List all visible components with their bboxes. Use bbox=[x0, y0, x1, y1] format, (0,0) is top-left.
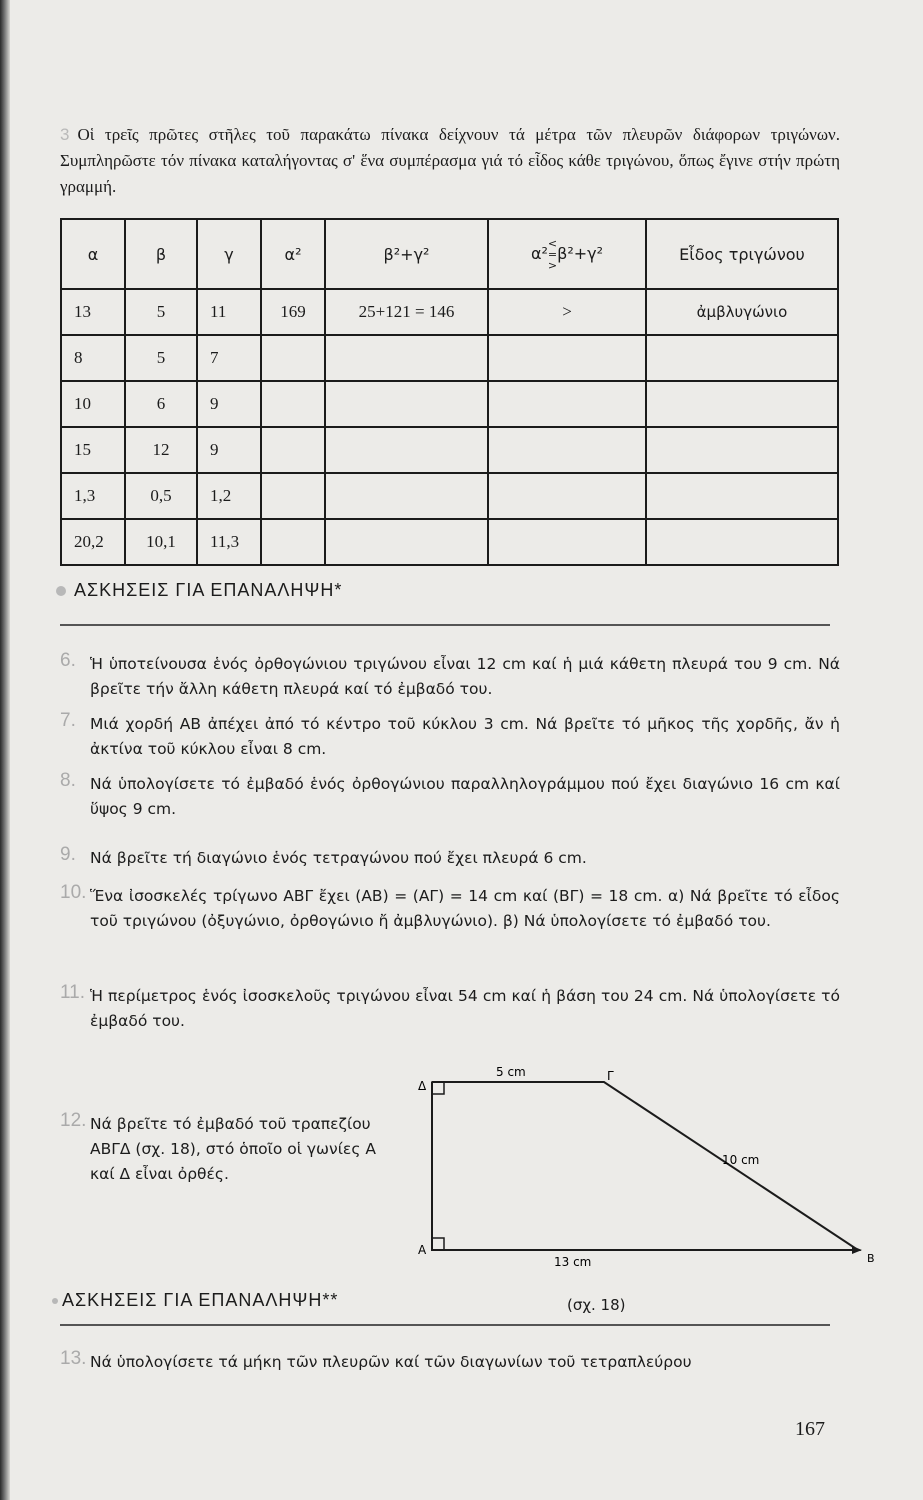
exercise-number: 3 bbox=[60, 125, 70, 144]
exercise-text: Ἡ ὑποτείνουσα ἑνός ὀρθογώνιου τριγώνου εἶναι 12 cm καί ἡ μιά κάθετη πλευρά του 9 cm. Νά βρεῖτε τήν ἄλλη κάθετη πλευρά καί τό ἐμβαδό του. bbox=[90, 655, 840, 698]
table-row bbox=[61, 427, 838, 473]
header-a: α bbox=[61, 219, 125, 289]
table-row bbox=[61, 519, 838, 565]
cell-kind bbox=[646, 427, 838, 473]
table-row bbox=[61, 381, 838, 427]
exercise-number: 9. bbox=[60, 844, 76, 865]
label-a: Α bbox=[418, 1243, 427, 1257]
cell-compare bbox=[488, 519, 646, 565]
cell-sum bbox=[325, 381, 488, 427]
exercise-text: Νά βρεῖτε τό ἐμβαδό τοῦ τραπεζίου ΑΒΓΔ (σχ. 18), στό ὁποῖο οἱ γωνίες Α καί Δ εἶναι ὀρθές. bbox=[90, 1115, 376, 1183]
exercise-text: Μιά χορδή ΑΒ ἀπέχει ἀπό τό κέντρο τοῦ κύκλου 3 cm. Νά βρεῖτε τό μῆκος τῆς χορδῆς, ἄν ἡ ἀκτίνα τοῦ κύκλου εἶναι 8 cm. bbox=[90, 715, 840, 758]
table-row bbox=[61, 473, 838, 519]
right-angle-a-icon bbox=[432, 1238, 444, 1250]
page-binding-edge bbox=[0, 0, 10, 1500]
header-compare-left: α² bbox=[530, 243, 548, 263]
section-title-review-1 bbox=[56, 580, 342, 601]
exercise-11 bbox=[60, 984, 840, 1034]
vertex-b-arrow-icon bbox=[852, 1246, 862, 1254]
header-compare bbox=[488, 219, 646, 289]
cell-a: 10 bbox=[61, 381, 125, 427]
exercise-13 bbox=[60, 1350, 840, 1375]
exercise-number: 8. bbox=[60, 770, 76, 791]
cell-c: 11,3 bbox=[197, 519, 261, 565]
exercise-6 bbox=[60, 652, 840, 702]
exercise-7 bbox=[60, 712, 840, 762]
cell-compare bbox=[488, 335, 646, 381]
exercise-9 bbox=[60, 846, 840, 871]
cell-a2 bbox=[261, 473, 325, 519]
exercise-number: 7. bbox=[60, 710, 76, 731]
label-slant-length: 10 cm bbox=[722, 1153, 760, 1167]
cell-b: 5 bbox=[125, 335, 197, 381]
label-bottom-length: 13 cm bbox=[554, 1255, 592, 1269]
cell-sum bbox=[325, 519, 488, 565]
table-header-row bbox=[61, 219, 838, 289]
cell-a: 20,2 bbox=[61, 519, 125, 565]
right-angle-d-icon bbox=[432, 1082, 444, 1094]
table-row bbox=[61, 289, 838, 335]
cell-kind bbox=[646, 381, 838, 427]
cell-c: 11 bbox=[197, 289, 261, 335]
cell-compare bbox=[488, 427, 646, 473]
cell-kind: ἀμβλυγώνιο bbox=[646, 289, 838, 335]
header-a2: α² bbox=[261, 219, 325, 289]
cell-kind bbox=[646, 473, 838, 519]
section-title-text: ΑΣΚΗΣΕΙΣ ΓΙΑ ΕΠΑΝΑΛΗΨΗ** bbox=[62, 1290, 339, 1310]
header-sum: β²+γ² bbox=[325, 219, 488, 289]
cell-b: 12 bbox=[125, 427, 197, 473]
exercise-12 bbox=[60, 1112, 405, 1187]
cell-compare: > bbox=[488, 289, 646, 335]
cell-compare bbox=[488, 381, 646, 427]
trapezoid-figure bbox=[400, 1060, 900, 1275]
exercise-number: 12. bbox=[60, 1110, 87, 1131]
label-d: Δ bbox=[418, 1079, 427, 1093]
cell-a: 13 bbox=[61, 289, 125, 335]
cell-kind bbox=[646, 519, 838, 565]
figure-caption: (σχ. 18) bbox=[567, 1296, 626, 1314]
exercise-8 bbox=[60, 772, 840, 822]
exercise-number: 13. bbox=[60, 1348, 87, 1369]
trapezoid-outline bbox=[432, 1082, 858, 1250]
exercise-text: Νά βρεῖτε τή διαγώνιο ἑνός τετραγώνου πού ἔχει πλευρά 6 cm. bbox=[90, 849, 587, 867]
cell-b: 0,5 bbox=[125, 473, 197, 519]
compare-symbols bbox=[548, 238, 557, 271]
section-title-review-2 bbox=[52, 1290, 338, 1311]
table-row bbox=[61, 335, 838, 381]
intro-text: Οἱ τρεῖς πρῶτες στῆλες τοῦ παρακάτω πίνακα δείχνουν τά μέτρα τῶν πλευρῶν διάφορων τριγώνων. Συμπληρῶστε τόν πίνακα καταλήγοντας σ' ἕνα συμπέρασμα γιά τό εἶδος κάθε τριγώνου, ὅπως ἔγινε στήν πρώτη γραμμή. bbox=[60, 125, 840, 196]
header-c: γ bbox=[197, 219, 261, 289]
label-top-length: 5 cm bbox=[496, 1065, 526, 1079]
page-number: 167 bbox=[795, 1418, 825, 1440]
bullet-icon bbox=[52, 1298, 58, 1304]
cell-c: 7 bbox=[197, 335, 261, 381]
cell-b: 5 bbox=[125, 289, 197, 335]
cell-c: 9 bbox=[197, 427, 261, 473]
exercise-text: Νά ὑπολογίσετε τά μήκη τῶν πλευρῶν καί τῶν διαγωνίων τοῦ τετραπλεύρου bbox=[90, 1353, 692, 1371]
cell-a2 bbox=[261, 519, 325, 565]
label-g: Γ bbox=[607, 1069, 614, 1083]
bullet-icon bbox=[56, 586, 66, 596]
cell-sum: 25+121 = 146 bbox=[325, 289, 488, 335]
cell-sum bbox=[325, 473, 488, 519]
header-b: β bbox=[125, 219, 197, 289]
exercise-text: Ἡ περίμετρος ἑνός ἰσοσκελοῦς τριγώνου εἶναι 54 cm καί ἡ βάση του 24 cm. Νά ὑπολογίσετε τό ἐμβαδό του. bbox=[90, 987, 840, 1030]
cell-a2 bbox=[261, 381, 325, 427]
cell-b: 6 bbox=[125, 381, 197, 427]
symbol-gt: > bbox=[547, 258, 558, 272]
exercise-text: Νά ὑπολογίσετε τό ἐμβαδό ἑνός ὀρθογώνιου παραλληλογράμμου πού ἔχει διαγώνιο 16 cm καί ὕψος 9 cm. bbox=[90, 775, 840, 818]
intro-paragraph bbox=[60, 122, 840, 200]
cell-a: 15 bbox=[61, 427, 125, 473]
exercise-number: 10. bbox=[60, 882, 87, 903]
exercise-number: 6. bbox=[60, 650, 76, 671]
cell-sum bbox=[325, 335, 488, 381]
section-divider bbox=[60, 624, 830, 626]
cell-kind bbox=[646, 335, 838, 381]
cell-a2 bbox=[261, 335, 325, 381]
cell-a2: 169 bbox=[261, 289, 325, 335]
cell-b: 10,1 bbox=[125, 519, 197, 565]
cell-a: 1,3 bbox=[61, 473, 125, 519]
symbol-eq: = bbox=[547, 247, 558, 261]
cell-c: 9 bbox=[197, 381, 261, 427]
header-kind: Εἶδος τριγώνου bbox=[646, 219, 838, 289]
header-compare-right: β²+γ² bbox=[557, 243, 604, 263]
label-b: Β bbox=[867, 1252, 875, 1265]
cell-c: 1,2 bbox=[197, 473, 261, 519]
cell-compare bbox=[488, 473, 646, 519]
exercise-number: 11. bbox=[60, 982, 86, 1003]
section-title-text: ΑΣΚΗΣΕΙΣ ΓΙΑ ΕΠΑΝΑΛΗΨΗ* bbox=[74, 580, 343, 600]
cell-a: 8 bbox=[61, 335, 125, 381]
symbol-lt: < bbox=[547, 236, 558, 250]
triangle-table bbox=[60, 218, 839, 566]
exercise-10 bbox=[60, 884, 840, 934]
cell-a2 bbox=[261, 427, 325, 473]
section-divider bbox=[60, 1324, 830, 1326]
exercise-text: Ἕνα ἰσοσκελές τρίγωνο ΑΒΓ ἔχει (ΑΒ) = (ΑΓ) = 14 cm καί (ΒΓ) = 18 cm. α) Νά βρεῖτε τό εἶδος τοῦ τριγώνου (ὀξυγώνιο, ὀρθογώνιο ἤ ἀμβλυγώνιο). β) Νά ὑπολογίσετε τό ἐμβαδό του. bbox=[90, 887, 840, 930]
cell-sum bbox=[325, 427, 488, 473]
